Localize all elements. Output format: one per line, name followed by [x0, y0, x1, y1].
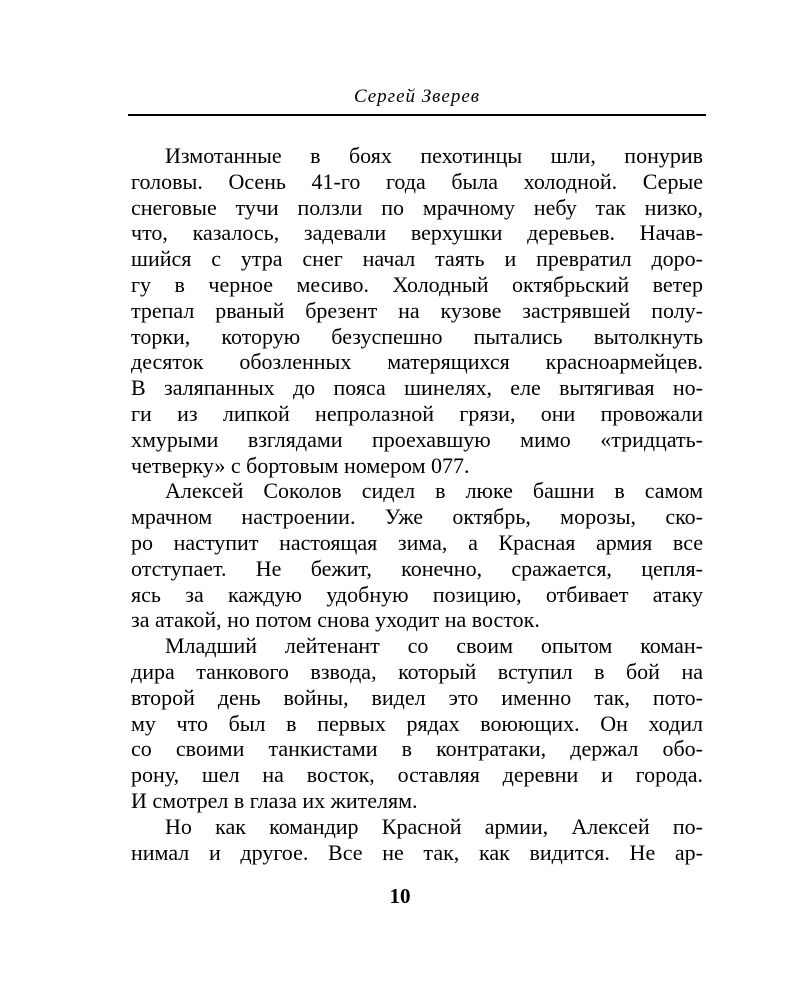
text-line: трепал рваный брезент на кузове застрявшей полу-: [131, 297, 703, 323]
text-line: торки, которую безуспешно пытались вытолкнуть: [131, 323, 703, 349]
text-line: четверку» с бортовым номером 077.: [131, 452, 470, 478]
text-line: мрачном настроении. Уже октябрь, морозы, ско-: [131, 504, 703, 530]
running-head-author: Сергей Зверев: [353, 86, 481, 107]
text-line: Алексей Соколов сидел в люке башни в самом: [165, 478, 703, 504]
text-line: Измотанные в боях пехотинцы шли, понурив: [165, 143, 703, 168]
text-line: му что был в первых рядах воюющих. Он ходил: [131, 710, 703, 736]
text-line: В заляпанных до пояса шинелях, еле вытягивая но-: [131, 375, 703, 401]
text-line: нимал и другое. Все не так, как видится. Не ар-: [131, 839, 703, 865]
text-line: головы. Осень 41-го года была холодной. Серые: [131, 168, 703, 194]
text-line: шийся с утра снег начал таять и превратил доро-: [131, 246, 703, 272]
text-line: гу в черное месиво. Холодный октябрьский ветер: [131, 271, 703, 297]
paragraph: [131, 143, 703, 478]
text-line: ясь за каждую удобную позицию, отбивает атаку: [131, 581, 703, 607]
text-line: рону, шел на восток, оставляя деревни и города.: [131, 762, 703, 788]
paragraph: [131, 478, 703, 633]
paragraph: [131, 814, 703, 866]
text-line: дира танкового взвода, который вступил в бой на: [131, 658, 703, 684]
text-line: Младший лейтенант со своим опытом коман-: [165, 633, 703, 659]
text-line: десяток обозленных матерящихся красноармейцев.: [131, 349, 703, 375]
text-line: хмурыми взглядами проехавшую мимо «тридцать-: [131, 426, 703, 452]
text-line: второй день войны, видел это именно так, пото-: [131, 684, 703, 710]
text-line: снеговые тучи ползли по мрачному небу так низко,: [131, 194, 703, 220]
header-rule: [128, 114, 706, 116]
text-line: Но как командир Красной армии, Алексей по-: [165, 813, 703, 839]
text-line: со своими танкистами в контратаки, держал обо-: [131, 736, 703, 762]
paragraph: [131, 633, 703, 814]
body-text: [131, 143, 703, 865]
page-number: 10: [389, 884, 411, 908]
text-line: И смотрел в глаза их жителям.: [131, 787, 418, 813]
text-line: за атакой, но потом снова уходит на восток.: [131, 607, 540, 633]
text-line: что, казалось, задевали верхушки деревьев. Начав-: [131, 220, 703, 246]
text-line: отступает. Не бежит, конечно, сражается, цепля-: [131, 555, 703, 581]
text-line: ро наступит настоящая зима, а Красная армия все: [131, 529, 703, 555]
text-line: ги из липкой непролазной грязи, они провожали: [131, 400, 703, 426]
